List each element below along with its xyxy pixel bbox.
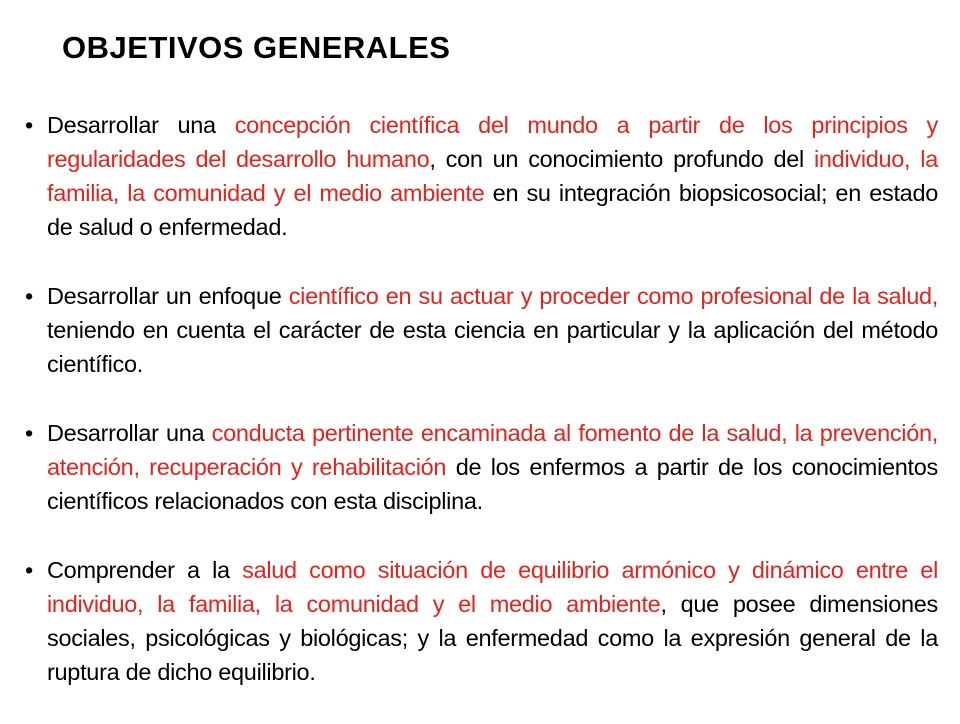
bullet-dot: •: [25, 112, 33, 138]
body-text: Comprender a la: [47, 557, 243, 583]
bullet-dot: •: [25, 557, 33, 583]
body-text: de los enfermos a partir de los conocimientos científicos relacionados con esta disciplina.: [47, 454, 938, 514]
bullet-dot: •: [25, 283, 33, 309]
body-text: Desarrollar una: [47, 420, 212, 446]
body-text: , con un conocimiento profundo del: [429, 146, 814, 172]
page-title: OBJETIVOS GENERALES: [62, 30, 451, 65]
bullet-item: [20, 416, 938, 518]
bullet-list: [20, 108, 938, 724]
highlighted-text: salud como situación de equilibrio armónico y dinámico entre el individuo, la familia, la comunidad y el medio ambiente: [47, 557, 938, 617]
highlighted-text: concepción científica del mundo a partir de los principios y regularidades del desarrollo humano: [47, 112, 938, 172]
highlighted-text: individuo, la familia, la comunidad y el medio ambiente: [47, 146, 938, 206]
body-text: en su integración biopsicosocial; en estado de salud o enfermedad.: [47, 180, 938, 240]
body-text: Desarrollar un enfoque: [47, 283, 289, 309]
body-text: teniendo en cuenta el carácter de esta ciencia en particular y la aplicación del método científico.: [47, 317, 938, 377]
bullet-item: [20, 108, 938, 244]
body-text: , que posee dimensiones sociales, psicológicas y biológicas; y la enfermedad como la expresión general de la ruptura de dicho equilibrio.: [47, 591, 938, 685]
highlighted-text: científico en su actuar y proceder como profesional de la salud,: [288, 283, 938, 309]
bullet-dot: •: [25, 420, 33, 446]
bullet-item: [20, 553, 938, 689]
highlighted-text: conducta pertinente encaminada al fomento de la salud, la prevención, atención, recuperación y rehabilitación: [47, 420, 938, 480]
bullet-item: [20, 279, 938, 381]
body-text: Desarrollar una: [47, 112, 235, 138]
